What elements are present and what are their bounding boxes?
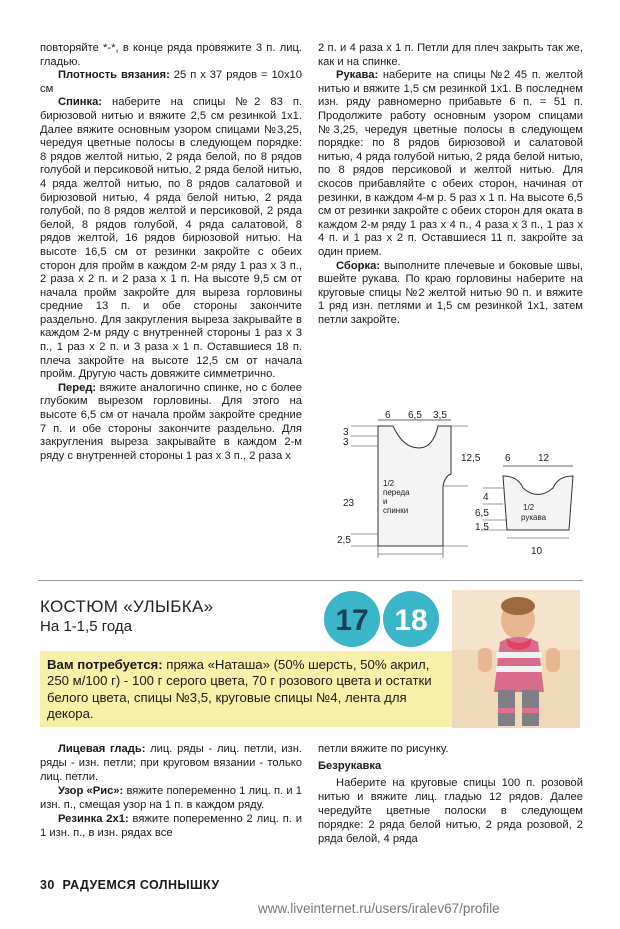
stockinette-label: Лицевая гладь: bbox=[58, 743, 146, 755]
continued-paragraph: 2 п. и 4 раза х 1 п. Петли для плеч закрыть так же, как и на спинке. bbox=[318, 42, 583, 68]
pattern-diagram bbox=[333, 406, 583, 576]
materials-text bbox=[47, 657, 449, 723]
body-label-2: переда bbox=[383, 488, 410, 497]
page-number: 30 bbox=[40, 878, 55, 892]
sleeve-paragraph bbox=[318, 69, 583, 259]
rice-text: вяжите попеременно 1 лиц. п. и 1 изн. п., смещая узор на 1 п. в каждом ряду. bbox=[40, 785, 302, 811]
body-label-3: и bbox=[383, 497, 388, 506]
sleeve-label-1: 1/2 bbox=[523, 503, 535, 512]
body-top-dim-3: 3,5 bbox=[433, 410, 447, 421]
rib-text: вяжите попеременно 2 лиц. п. и 1 изн. п., в изн. рядах все bbox=[40, 813, 303, 839]
body-left-dim-2: 3 bbox=[343, 437, 349, 448]
body-label-1: 1/2 bbox=[383, 479, 395, 488]
sleeve-top-dim-2: 12 bbox=[538, 453, 550, 464]
project-photo bbox=[452, 590, 580, 728]
sleeve-bottom-dim: 10 bbox=[531, 546, 543, 557]
materials-label: Вам потребуется: bbox=[47, 657, 163, 672]
back-paragraph bbox=[40, 96, 302, 381]
rib-paragraph bbox=[40, 812, 302, 840]
article-left-column bbox=[40, 42, 302, 463]
assembly-label: Сборка: bbox=[336, 259, 381, 272]
vest-label: Безрукавка bbox=[318, 760, 382, 772]
project-title: КОСТЮМ «УЛЫБКА» bbox=[40, 597, 214, 616]
body-top-dim-1: 6 bbox=[385, 410, 391, 421]
badge-number-2: 18 bbox=[394, 604, 428, 637]
stockinette-text: лиц. ряды - лиц. петли, изн. ряды - изн. петли; при круговом вязании - только лиц. петли. bbox=[40, 743, 302, 783]
density-text: 25 п х 37 рядов = 10х10 см bbox=[40, 69, 302, 95]
watermark-url: www.liveinternet.ru/users/iralev67/profile bbox=[258, 901, 500, 916]
sleeve-pattern-piece bbox=[483, 466, 573, 538]
article-right-column bbox=[318, 42, 583, 327]
stitch-guide-column bbox=[40, 742, 302, 840]
section-divider bbox=[38, 580, 583, 581]
section-name: РАДУЕМСЯ СОЛНЫШКУ bbox=[62, 878, 220, 892]
front-text: вяжите аналогично спинке, но с более глубоким вырезом горловины. Для этого на высоте 6,5 см от начала пройм закройте средние 7 п. и обе стороны закончите раздельно. Для закругления выреза закрывайте в каждом 2-м ряду с внутренней стороны 1 раз х 3 п., 2 раза х bbox=[40, 381, 302, 462]
sleeve-top-dim-1: 6 bbox=[505, 453, 511, 464]
vest-instructions-column bbox=[318, 742, 583, 846]
body-label-4: спинки bbox=[383, 506, 409, 515]
sleeve-label: Рукава: bbox=[336, 69, 379, 82]
density-paragraph bbox=[40, 69, 302, 96]
density-label: Плотность вязания: bbox=[58, 69, 170, 82]
vest-paragraph: Наберите на круговые спицы 100 п. розовой нитью и вяжите лиц. гладью 12 рядов. Далее чередуйте цветные полоски в следующем порядке: 2 ряда белой нитью, 2 ряда розовой, 2 ряда белой, 4 ряда bbox=[318, 777, 583, 845]
project-age: На 1-1,5 года bbox=[40, 618, 132, 635]
sleeve-label-2: рукава bbox=[521, 513, 547, 522]
body-top-dim-2: 6,5 bbox=[408, 410, 422, 421]
body-bottom-dim: 2,5 bbox=[337, 535, 351, 546]
sleeve-left-dim-1: 4 bbox=[483, 492, 489, 503]
rib-label: Резинка 2х1: bbox=[58, 813, 129, 825]
vest-heading bbox=[318, 759, 583, 773]
assembly-paragraph bbox=[318, 260, 583, 328]
body-left-dim-1: 3 bbox=[343, 427, 349, 438]
body-height-dim: 23 bbox=[343, 498, 355, 509]
materials-list: пряжа «Наташа» (50% шерсть, 50% акрил, 250 м/100 г) - 100 г серого цвета, 70 г розового цвета и остатки белого цвета, спицы №3,5, круговые спицы №4, лента для декора. bbox=[47, 657, 432, 722]
page-footer bbox=[40, 878, 220, 892]
continued-paragraph: повторяйте *-*, в конце ряда провяжите 3 п. лиц. гладью. bbox=[40, 42, 302, 68]
assembly-text: выполните плечевые и боковые швы, вшейте рукава. По краю горловины наберите на круговые спицы №2 желтой нитью 90 п. и вяжите 1 ряд изн. петлями и 1,5 см резинкой 1х1, затем петли закройте. bbox=[318, 259, 583, 326]
continued-paragraph: петли вяжите по рисунку. bbox=[318, 743, 449, 755]
sleeve-left-dim-3: 1,5 bbox=[475, 522, 489, 533]
body-right-dim: 12,5 bbox=[461, 453, 481, 464]
project-number-badge bbox=[322, 590, 444, 648]
rice-paragraph bbox=[40, 784, 302, 812]
sleeve-left-dim-2: 6,5 bbox=[475, 508, 489, 519]
rice-label: Узор «Рис»: bbox=[58, 785, 124, 797]
front-label: Перед: bbox=[58, 381, 97, 394]
front-paragraph bbox=[40, 382, 302, 464]
stockinette-paragraph bbox=[40, 742, 302, 784]
sleeve-text: наберите на спицы №2 45 п. желтой нитью и вяжите 1,5 см резинкой 1х1. В последнем изн. ряду равномерно прибавьте 6 п. = 51 п. Продолжите работу основным узором спицами №3,25, чередуя цветные полосы в следующем порядке: по 8 рядов бирюзовой и салатовой нитью, 4 ряда голубой нитью, 2 ряда белой нитью, по 8 рядов персиковой и желтой нитью. Для скосов прибавляйте с обеих сторон, начиная от резинки, в каждом 4-м р. 5 раз х 1 п. На высоте 6,5 см от резинки закройте с обеих сторон для оката в каждом 2-м ряду 1 раз х 4 п., 4 раза х 3 п., 1 раз х 4 п. и 1 раз х 2 п. Оставшиеся 11 п. закройте за один прием. bbox=[318, 69, 583, 258]
back-label: Спинка: bbox=[58, 96, 103, 109]
badge-number-1: 17 bbox=[335, 604, 369, 637]
back-text: наберите на спицы №2 83 п. бирюзовой нитью и вяжите 2,5 см резинкой 1х1. Далее вяжите основным узором спицами №3,25, чередуя цветные полосы в следующем порядке: 8 рядов желтой нитью, 2 ряда белой, по 8 рядов голубой и персиковой нитью, 2 ряда белой нитью, 4 ряда желтой нитью, по 8 рядов салатовой и бирюзовой нитью, 4 ряда белой нитью, 2 ряда голубой, по 8 рядов желтой и персиковой, 2 ряда белой, 8 рядов голубой, 4 ряда салатовой, 8 рядов желтой, 16 рядов бирюзовой нитью. На высоте 16,5 см от резинки закройте с обеих сторон для пройм в каждом 2-м ряду 1 раз х 3 п., 2 раза х 2 п. и 2 раза х 1 п. На высоте 9,5 см от начала пройм закройте для выреза горловины средние 13 п. и обе стороны закончите раздельно. Для закругления выреза закрывайте в каждом 2-м ряду с внутренней стороны 1 раз х 3 п., 1 раз х 2 п. и 3 раза х 1 п. Оставшиеся 18 п. плеча закройте на высоте 12,5 см от начала пройм. Другую часть довяжите симметрично. bbox=[40, 96, 302, 381]
